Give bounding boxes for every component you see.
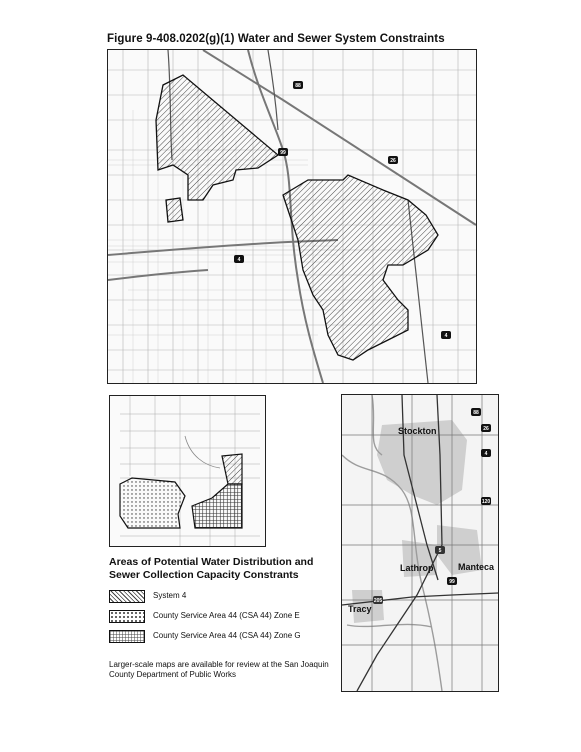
legend-label: County Service Area 44 (CSA 44) Zone E: [153, 611, 300, 620]
city-label-tracy: Tracy: [348, 604, 372, 614]
legend-label: System 4: [153, 591, 187, 600]
figure-title: Figure 9-408.0202(g)(1) Water and Sewer System Constraints: [107, 33, 445, 45]
region-map[interactable]: [341, 394, 499, 692]
legend-title: Areas of Potential Water Distribution and Sewer Collection Capacity Constrants: [109, 556, 314, 581]
city-label-stockton: Stockton: [398, 426, 437, 436]
svg-text:26: 26: [390, 158, 396, 164]
svg-text:99: 99: [449, 579, 455, 585]
legend-swatch-hatch: [109, 590, 145, 603]
legend-label: County Service Area 44 (CSA 44) Zone G: [153, 631, 301, 640]
city-label-manteca: Manteca: [458, 562, 495, 572]
system-4-west-area: [166, 198, 183, 222]
region-map-canvas: [342, 395, 498, 691]
inset-map-canvas: [110, 396, 265, 546]
csa44-zone-e-area: [120, 478, 185, 528]
svg-text:4: 4: [237, 257, 241, 263]
availability-note: Larger-scale maps are available for review at the San Joaquin County Department of Public Works: [109, 660, 329, 679]
svg-text:5: 5: [438, 548, 442, 554]
inset-map[interactable]: [109, 395, 266, 547]
city-label-lathrop: Lathrop: [400, 563, 434, 573]
main-map[interactable]: [107, 49, 477, 384]
svg-text:4: 4: [444, 333, 448, 339]
svg-text:120: 120: [481, 499, 491, 505]
main-map-canvas: [108, 50, 476, 383]
legend-swatch-crosshatch: [109, 630, 145, 643]
svg-text:99: 99: [280, 150, 286, 156]
svg-text:4: 4: [484, 451, 488, 457]
svg-text:205: 205: [373, 598, 383, 604]
svg-text:88: 88: [473, 410, 479, 416]
svg-text:26: 26: [483, 426, 489, 432]
svg-text:88: 88: [295, 83, 301, 89]
legend-swatch-dots: [109, 610, 145, 623]
